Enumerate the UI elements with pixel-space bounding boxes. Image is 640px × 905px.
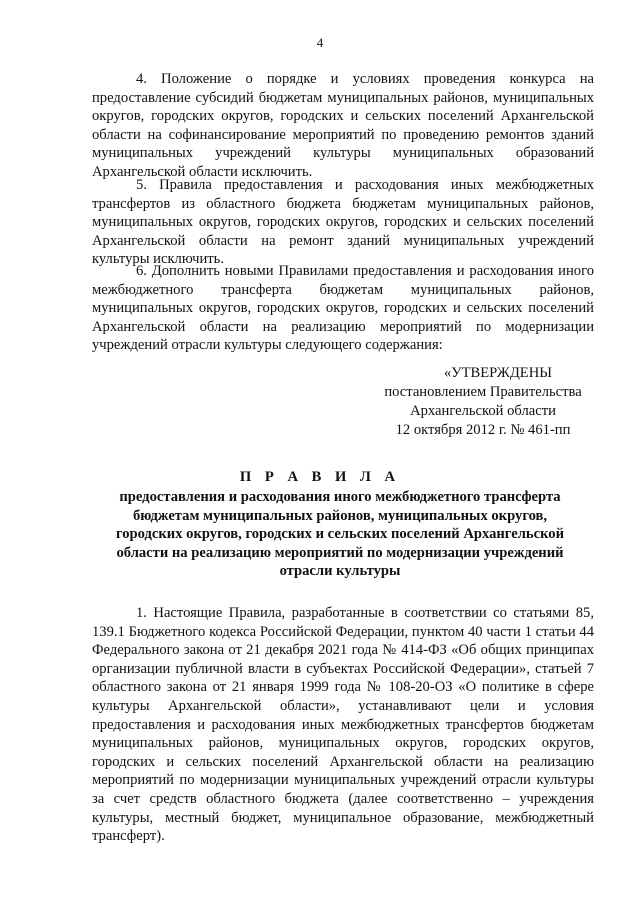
approval-line-approved: «УТВЕРЖДЕНЫ — [443, 365, 552, 381]
paragraph-6: 6. Дополнить новыми Правилами предоставления и расходования иного межбюджетного трансферта бюджетам муниципальных районов, муниципальных округов, городских округов, городских и сельских поселений Архангельской области на реализацию мероприятий по модернизации учреждений отрасли культуры следующего содержания: — [92, 263, 594, 354]
approval-line-resolution: постановлением Правительства — [384, 384, 582, 400]
rules-subtitle: предоставления и расходования иного межбюджетного трансферта бюджетам муниципальных районов, муниципальных округов, городских округов, городских и сельских поселений Архангельской области на реализацию мероприятий по модернизации учреждений отрасли культуры — [115, 489, 565, 580]
approval-block — [372, 364, 594, 440]
paragraph-4: 4. Положение о порядке и условиях проведения конкурса на предоставление субсидий бюджетам муниципальных районов, муниципальных округов, городских округов, городских и сельских поселений Архангельской области на софинансирование мероприятий по проведению ремонтов зданий муниципальных учреждений культуры муниципальных образований Архангельской области исключить. — [92, 71, 594, 180]
paragraph-5: 5. Правила предоставления и расходования иных межбюджетных трансфертов из областного бюджета бюджетам муниципальных районов, муниципальных округов, городских округов, городских и сельских поселений Архангельской области на ремонт зданий муниципальных учреждений культуры исключить. — [92, 177, 594, 268]
page-number: 4 — [316, 35, 324, 50]
approval-line-region: Архангельской области — [410, 403, 556, 419]
rules-heading: П Р А В И Л А — [239, 469, 401, 485]
rules-paragraph-1: 1. Настоящие Правила, разработанные в соответствии со статьями 85, 139.1 Бюджетного кодекса Российской Федерации, пунктом 40 части 1 статьи 44 Федерального закона от 21 декабря 2021 года № 414-ФЗ «Об общих принципах организации публичной власти в субъектах Российской Федерации», статьей 7 областного закона от 21 января 1999 года № 108-20-ОЗ «О политике в сфере культуры Архангельской области», устанавливают цели и условия предоставления и расходования иных межбюджетных трансфертов бюджетам муниципальных районов, муниципальных округов, городских округов, городских и сельских поселений Архангельской области на реализацию мероприятий по модернизации муниципальных учреждений отрасли культуры за счет средств областного бюджета (далее соответственно – учреждения культуры, местный бюджет, муниципальное образование, межбюджетный трансферт). — [92, 605, 594, 845]
approval-line-date: 12 октября 2012 г. № 461-пп — [395, 422, 571, 438]
